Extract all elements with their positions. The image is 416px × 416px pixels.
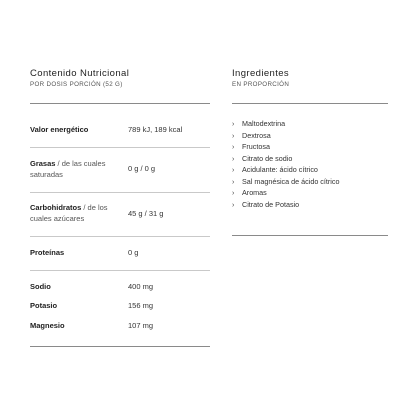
ingredients-bottom-rule [232, 235, 388, 236]
nutrient-name: Potasio [30, 301, 58, 310]
ingredient-name: Citrato de Potasio [242, 199, 300, 209]
ingredient-name: Aromas [242, 188, 267, 197]
chevron-right-icon: › [232, 190, 235, 197]
list-item [232, 164, 339, 176]
chevron-right-icon: › [232, 201, 235, 209]
list-item [232, 187, 339, 199]
ingredient-name: Acidulante: ácido cítrico [242, 165, 318, 174]
nutrient-detail: / de los cuales azúcares [30, 203, 108, 223]
list-item [232, 130, 339, 142]
chevron-right-icon: › [232, 178, 235, 186]
list-item [232, 118, 339, 130]
ingredients-subtitle: EN PROPORCIÓN [232, 81, 290, 88]
chevron-right-icon: › [232, 167, 235, 174]
row-divider [30, 192, 210, 193]
nutrient-label [30, 247, 122, 258]
nutrient-label [30, 281, 122, 292]
nutrient-name: Sodio [30, 282, 51, 291]
nutrient-label [30, 124, 122, 135]
nutrient-value: 45 g / 31 g [128, 209, 164, 218]
nutrition-title: Contenido Nutricional [30, 68, 130, 79]
row-divider [30, 147, 210, 148]
list-item [232, 141, 339, 153]
nutrient-value: 107 mg [128, 321, 154, 330]
ingredients-title: Ingredientes [232, 68, 290, 79]
nutrient-value: 156 mg [128, 301, 154, 310]
nutrient-label [30, 202, 122, 224]
chevron-right-icon: › [232, 144, 235, 151]
nutrient-name: Magnesio [30, 321, 65, 330]
nutrient-detail: / de las cuales saturadas [30, 159, 106, 179]
nutrient-name: Grasas [30, 159, 56, 168]
nutrient-value: 0 g [128, 248, 139, 257]
ingredient-name: Citrato de sodio [242, 153, 293, 163]
chevron-right-icon: › [232, 155, 235, 163]
nutrient-label [30, 320, 122, 331]
ingredient-name: Dextrosa [242, 130, 271, 140]
list-item [232, 199, 339, 211]
ingredient-name: Sal magnésica de ácido cítrico [242, 176, 340, 186]
ingredients-top-rule [232, 103, 388, 104]
list-item [232, 153, 339, 165]
ingredient-name: Fructosa [242, 142, 270, 151]
nutrition-bottom-rule [30, 346, 210, 347]
nutrient-value: 400 mg [128, 282, 154, 291]
row-divider [30, 270, 210, 271]
ingredients-list [232, 118, 339, 210]
row-divider [30, 236, 210, 237]
nutrient-value: 789 kJ, 189 kcal [128, 125, 183, 134]
chevron-right-icon: › [232, 132, 235, 140]
nutrient-name: Carbohidratos [30, 203, 82, 212]
nutrient-label [30, 158, 122, 180]
ingredient-name: Maltodextrina [242, 119, 286, 128]
nutrition-top-rule [30, 103, 210, 104]
nutrient-name: Proteínas [30, 248, 65, 257]
nutrient-value: 0 g / 0 g [128, 164, 156, 173]
nutrient-label [30, 300, 122, 311]
nutrient-name: Valor energético [30, 125, 89, 134]
nutrition-subtitle: POR DOSIS PORCIÓN (52 G) [30, 81, 123, 88]
chevron-right-icon: › [232, 121, 235, 128]
list-item [232, 176, 339, 188]
